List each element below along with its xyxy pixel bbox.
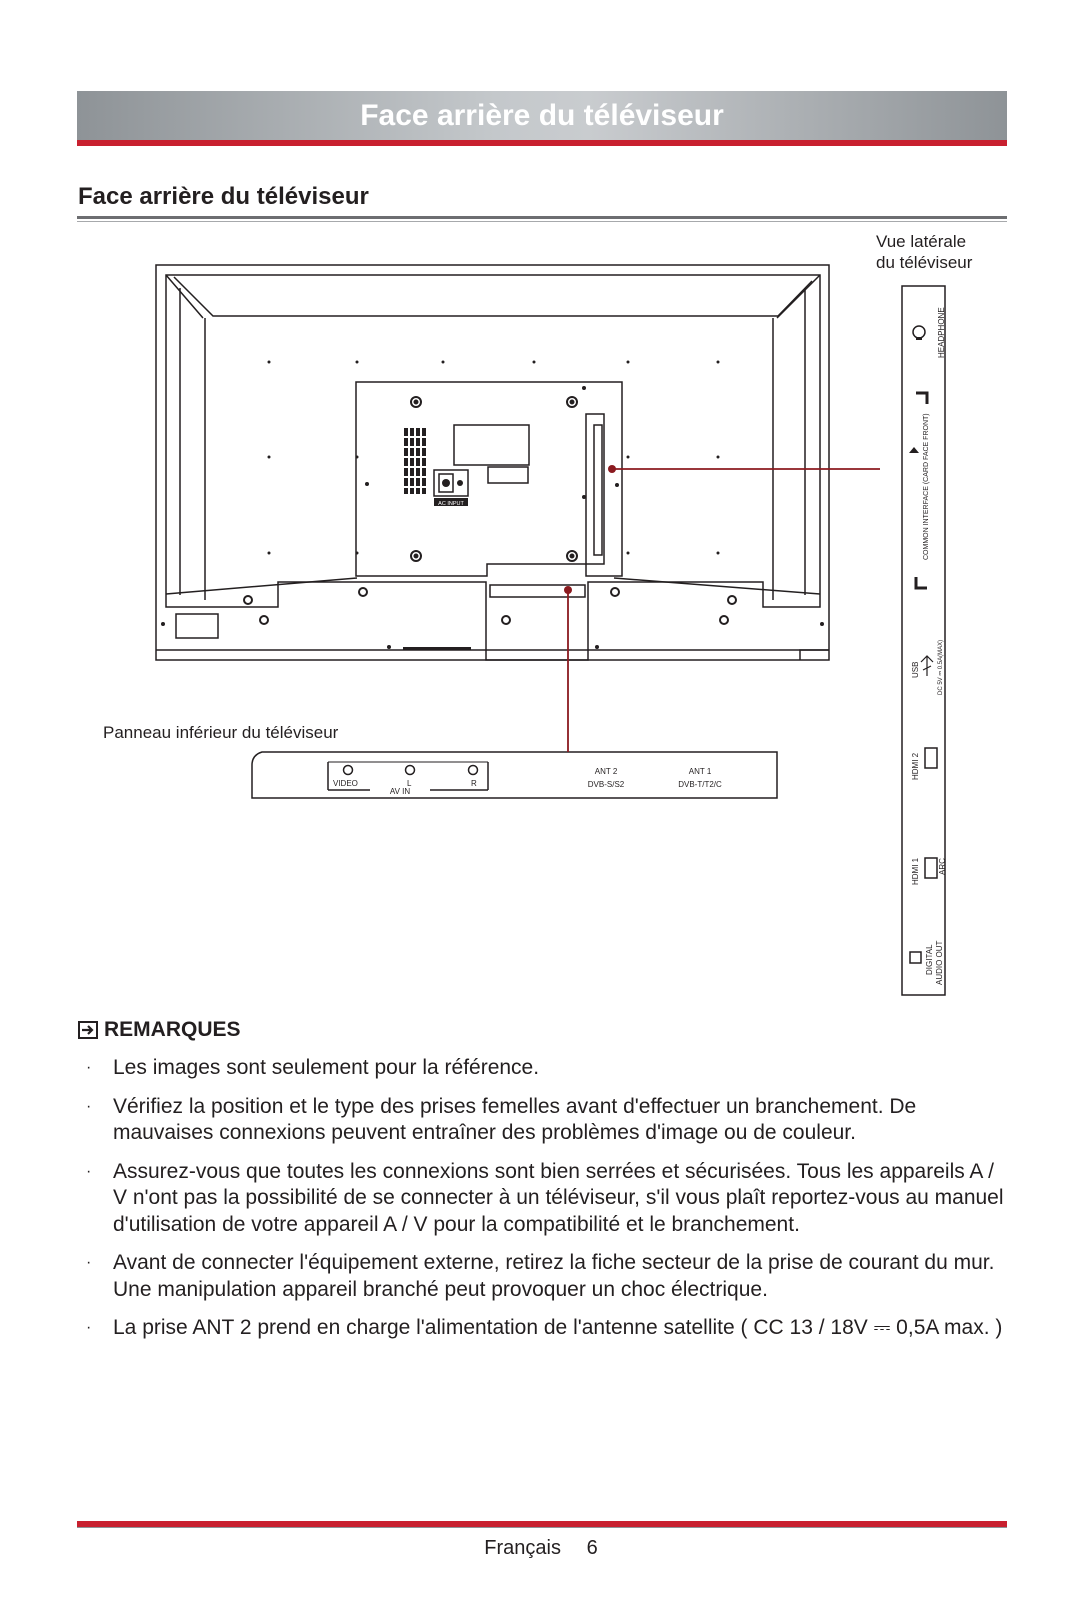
left-audio-label: L — [407, 779, 412, 788]
video-label: VIDEO — [333, 779, 358, 788]
callout-leaders — [568, 469, 880, 752]
hdmi2-label: HDMI 2 — [911, 752, 920, 780]
remarks-list — [78, 1055, 1013, 1354]
headphone-label: HEADPHONE — [937, 307, 946, 358]
common-interface-label: COMMON INTERFACE (CARD FACE FRONT) — [923, 413, 930, 560]
usb-label: USB — [911, 661, 920, 678]
list-item: · Vérifiez la position et le type des prises femelles avant d'effectuer un branchement. De mauvaises connexions peuvent entraîner des problèmes d'image ou de couleur. — [86, 1094, 917, 1144]
page-footer — [0, 1537, 1082, 1560]
bottom-panel-label: Panneau inférieur du téléviseur — [103, 723, 339, 742]
ant1-label: ANT 1 — [688, 767, 712, 776]
note-arrow-icon — [78, 1021, 98, 1039]
hdmi2-port — [925, 748, 937, 768]
hdmi1-port — [925, 858, 937, 878]
digital-label: DIGITAL — [925, 944, 934, 975]
list-item: · Assurez-vous que toutes les connexions sont bien serrées et sécurisées. Tous les appareils A / V n'ont pas la possibilité de se connecter à un téléviseur, s'il vous plaît reportez-vous au manuel d'utilisation de votre appareil A / V pour la compatibilité et le branchement. — [86, 1159, 1004, 1236]
tv-back-plate — [356, 382, 622, 576]
right-audio-label: R — [471, 779, 477, 788]
av-jacks — [344, 766, 478, 775]
list-item: · Avant de connecter l'équipement externe, retirez la fiche secteur de la prise de courant du mur. Une manipulation appareil branché peut provoquer un choc électrique. — [86, 1251, 995, 1301]
ant2-standard-label: DVB-S/S2 — [587, 780, 625, 789]
list-item: · Les images sont seulement pour la référence. — [78, 1055, 1013, 1082]
av-in-label: AV IN — [389, 787, 411, 796]
ant1-standard-label: DVB-T/T2/C — [678, 780, 722, 789]
page-number: 6 — [586, 1537, 598, 1559]
bullet: · — [86, 1162, 92, 1180]
bullet: · — [86, 1059, 92, 1076]
usb-port — [921, 656, 933, 676]
footer-language: Français — [484, 1537, 561, 1559]
audio-out-label: AUDIO OUT — [935, 940, 944, 985]
footer-rule — [77, 1527, 1007, 1528]
ac-input-label: AC INPUT — [438, 501, 464, 507]
section-title: Face arrière du téléviseur — [78, 183, 369, 210]
ant2-label: ANT 2 — [594, 767, 618, 776]
arc-label: ARC — [938, 858, 947, 875]
remarks-heading — [78, 1018, 241, 1042]
list-item: · La prise ANT 2 prend en charge l'alimentation de l'antenne satellite ( CC 13 / 18V ⎓ 0,5A max. ) — [78, 1315, 1013, 1342]
digital-audio-port — [910, 952, 921, 963]
side-callout-dot — [608, 465, 616, 473]
bullet: · — [86, 1319, 92, 1336]
usb-rating-label: DC 5V ⎓ 0.5A(MAX) — [938, 639, 944, 695]
remarks-heading-text: REMARQUES — [104, 1018, 241, 1041]
side-view-label-line1: Vue latérale — [876, 232, 967, 251]
bullet: · — [86, 1097, 92, 1115]
side-view-label-line2: du téléviseur — [876, 253, 973, 272]
bottom-callout-dot — [564, 586, 572, 594]
headphone-port — [913, 326, 925, 340]
bullet: · — [86, 1254, 92, 1271]
page-banner-title: Face arrière du téléviseur — [77, 91, 1007, 140]
hdmi1-label: HDMI 1 — [911, 857, 920, 885]
ac-input-plug — [439, 474, 463, 492]
